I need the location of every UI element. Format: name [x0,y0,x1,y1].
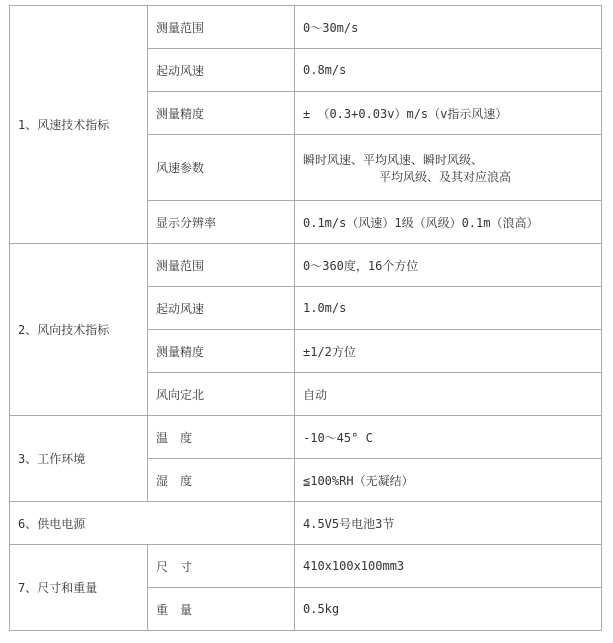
spec-value [295,135,602,201]
spec-value-line2: 平均风级、及其对应浪高 [379,169,512,184]
table-row [10,244,602,287]
table-row [10,502,602,545]
spec-label: 起动风速 [148,49,295,92]
group-title-environment: 3、工作环境 [10,416,148,502]
spec-label: 测量精度 [148,330,295,373]
spec-value: 自动 [295,373,602,416]
spec-value-line1: 瞬时风速、平均风速、瞬时风级、 [303,152,484,167]
spec-label: 重 量 [148,588,295,631]
spec-label: 测量范围 [148,6,295,49]
spec-value: 0.8m/s [295,49,602,92]
spec-label: 湿 度 [148,459,295,502]
spec-table [9,5,602,631]
spec-label: 测量精度 [148,92,295,135]
spec-value: 410x100x100mm3 [295,545,602,588]
group-title-wind-direction: 2、风向技术指标 [10,244,148,416]
table-row [10,6,602,49]
table-row [10,545,602,588]
group-title-size-weight: 7、尺寸和重量 [10,545,148,631]
spec-value: 0～30m/s [295,6,602,49]
spec-label: 温 度 [148,416,295,459]
table-row [10,416,602,459]
spec-value: 4.5V5号电池3节 [295,502,602,545]
spec-label: 风速参数 [148,135,295,201]
spec-value: 0.5kg [295,588,602,631]
spec-value: ± （0.3+0.03v）m/s（v指示风速） [295,92,602,135]
group-title-wind-speed: 1、风速技术指标 [10,6,148,244]
spec-label: 测量范围 [148,244,295,287]
spec-label: 显示分辨率 [148,201,295,244]
spec-label: 风向定北 [148,373,295,416]
spec-value: -10～45° C [295,416,602,459]
spec-label: 起动风速 [148,287,295,330]
spec-value: 0.1m/s（风速）1级（风级）0.1m（浪高） [295,201,602,244]
spec-value: 0～360度，16个方位 [295,244,602,287]
spec-value: ≦100%RH（无凝结） [295,459,602,502]
spec-value: 1.0m/s [295,287,602,330]
spec-value: ±1/2方位 [295,330,602,373]
group-title-power-supply: 6、供电电源 [10,502,295,545]
spec-label: 尺 寸 [148,545,295,588]
